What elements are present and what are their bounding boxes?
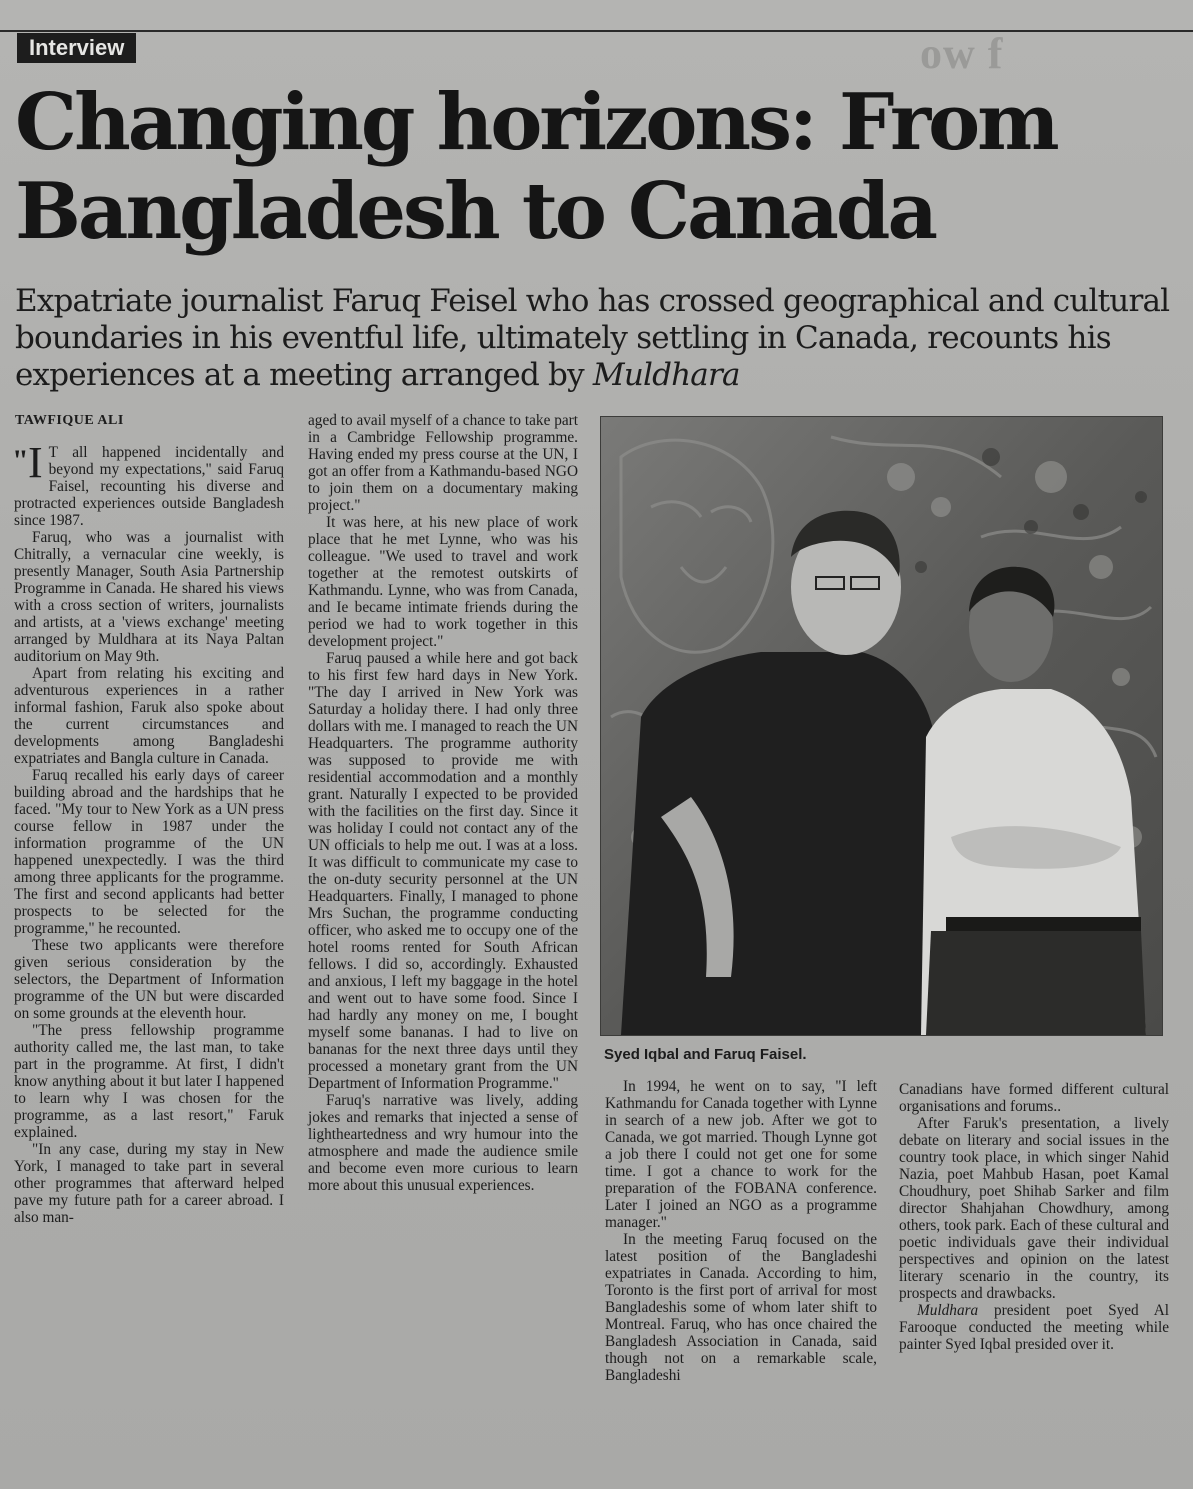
article-column-2	[308, 412, 578, 1194]
open-quote: "	[12, 444, 29, 477]
paragraph: aged to avail myself of a chance to take part in a Cambridge Fellowship programme. Having ended my press course at the UN, I got an offer from a Kathmandu-based NGO to join them on a documentary making project."	[308, 412, 578, 514]
paragraph	[14, 438, 284, 529]
paragraph: In the meeting Faruq focused on the latest position of the Bangladeshi expatriates in Canada. According to him, Toronto is the first port of arrival for most Bangladeshis some of whom later shift to Montreal. Faruq, who has once chaired the Bangladesh Association in Canada, said though not on a remarkable scale, Bangladeshi	[605, 1231, 877, 1384]
paragraph-text: T all happened incidentally and beyond my expectations," said Faruq Faisel, recounting his diverse and protracted experiences outside Bangladesh since 1987.	[14, 444, 284, 529]
publication-name: Muldhara	[917, 1302, 979, 1319]
drop-cap: I	[28, 438, 43, 487]
paragraph: Faruq recalled his early days of career building abroad and the hardships that he faced. "My tour to New York as a UN press course fellow in 1987 under the information programme of the UN happened unexpectedly. I was the third among three applicants for the programme. The first and second applicants had better prospects to be selected for the programme," he recounted.	[14, 767, 284, 937]
article-column-1	[14, 438, 284, 1226]
paragraph: "The press fellowship programme authority called me, the last man, to take part in the programme. At first, I didn't know anything about it but later I happened to learn why I was chosen for the programme, as a last resort," Faruk explained.	[14, 1022, 284, 1141]
paragraph: "In any case, during my stay in New York, I managed to take part in several other programmes that afterward helped pave my future path for a career abroad. I also man-	[14, 1141, 284, 1226]
paragraph: These two applicants were therefore given serious consideration by the selectors, the Department of Information programme of the UN but were discarded on some grounds at the eleventh hour.	[14, 937, 284, 1022]
paragraph: In 1994, he went on to say, "I left Kathmandu for Canada together with Lynne in search of a new job. After we got to Canada, we got married. Though Lynne got a job there I could not get one for some time. I got a chance to work for the preparation of the FOBANA conference. Later I joined an NGO as a programme manager."	[605, 1078, 877, 1231]
section-tag: Interview	[17, 33, 136, 63]
paragraph	[899, 1302, 1169, 1353]
paragraph: Faruq's narrative was lively, adding jokes and remarks that injected a sense of lightheartedness and wry humour into the atmosphere and made the audience smile and become even more curious to learn more about this unusual experiences.	[308, 1092, 578, 1194]
paragraph: Canadians have formed different cultural organisations and forums..	[899, 1081, 1169, 1115]
deck	[15, 283, 1185, 394]
paragraph: After Faruk's presentation, a lively debate on literary and social issues in the country took place, in which singer Nahid Nazia, poet Mahbub Hasan, poet Kamal Choudhury, poet Shihab Sarker and film director Shahjahan Chowdhury, among others, took park. Each of these cultural and poetic individuals gave their individual perspectives and opinion on the latest literary scenario in the country, its prospects and drawbacks.	[899, 1115, 1169, 1302]
paragraph: Faruq paused a while here and got back to his first few hard days in New York. "The day I arrived in New York was Saturday a holiday there. I had only three dollars with me. I managed to reach the UN Headquarters. The programme authority was supposed to provide me with residential accommodation and a monthly grant. Naturally I expected to be provided with the facilities on the first day. Since it was holiday I could not contact any of the UN officials to help me out. I was at a loss. It was difficult to communicate my case to the on-duty security personnel at the UN Headquarters. Finally, I managed to phone Mrs Suchan, the programme conducting officer, who asked me to occupy one of the hotel rooms rented for South African fellows. I did so, accordingly. Exhausted and anxious, I left my baggage in the hotel and went out to have some food. Since I had hardly any money on me, I bought myself some bananas. I had to live on bananas for the next three days until they processed a monetary grant from the UN Department of Information Programme."	[308, 650, 578, 1092]
byline: TAWFIQUE ALI	[15, 413, 124, 428]
headline: Changing horizons: From Bangladesh to Canada	[15, 77, 1057, 257]
bleed-through-text: ow f	[920, 29, 1004, 78]
paragraph: It was here, at his new place of work place that he met Lynne, who was his colleague. "We used to travel and work together at the remotest outskirts of Kathmandu. Lynne, who was from Canada, and Ie became intimate friends during the period we had to work together in this development project."	[308, 514, 578, 650]
article-column-3	[605, 1078, 877, 1384]
photo-illustration	[601, 417, 1162, 1035]
deck-text: Expatriate journalist Faruq Feisel who has crossed geographical and cultural boundaries in his eventful life, ultimately settling in Canada, recounts his experiences at a meeting arranged by	[15, 283, 1170, 393]
article-column-4	[899, 1081, 1169, 1353]
paragraph: Apart from relating his exciting and adventurous experiences in a rather informal fashion, Faruk also spoke about the current circumstances and developments among Bangladeshi expatriates and Bangla culture in Canada.	[14, 665, 284, 767]
top-rule	[0, 30, 1193, 32]
photo-caption: Syed Iqbal and Faruq Faisel.	[604, 1046, 807, 1063]
deck-italic: Muldhara	[592, 357, 740, 393]
paragraph: Faruq, who was a journalist with Chitrally, a vernacular cine weekly, is presently Manager, South Asia Partnership Programme in Canada. He shared his views with a cross section of writers, journalists and artists, at a 'views exchange' meeting arranged by Muldhara at its Naya Paltan auditorium on May 9th.	[14, 529, 284, 665]
photo	[600, 416, 1163, 1036]
paragraph-text: president poet Syed Al Farooque conducted the meeting while painter Syed Iqbal presided over it.	[899, 1302, 1169, 1353]
